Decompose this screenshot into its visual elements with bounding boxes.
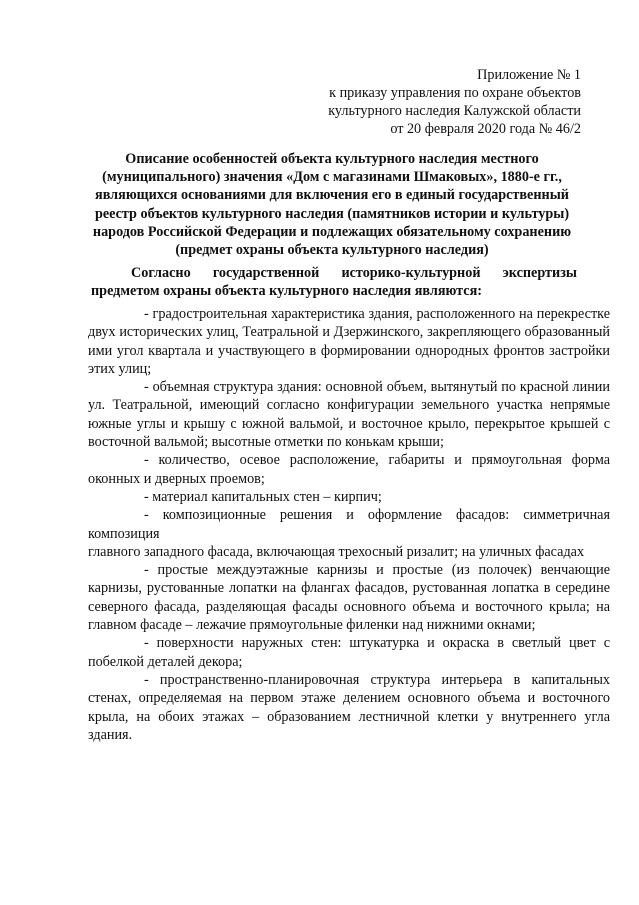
list-item-wall-material: - материал капитальных стен – кирпич; <box>144 488 382 505</box>
appendix-number: Приложение № 1 <box>477 67 581 83</box>
list-item-interior-structure: - пространственно-планировочная структура интерьера в капитальных стенах, определяемая на первом этаже делением основного объема и восточного крыла, на обоих этажах – образованием лестничной клетки у внутреннего угла здания. <box>88 671 610 743</box>
list-item-facade-composition: - композиционные решения и оформление фасадов: симметричная композиция <box>88 507 610 542</box>
list-item-facade-continuation: главного западного фасада, включающая трехосный ризалит; на уличных фасадах <box>88 543 585 560</box>
list-item-cornices: - простые междуэтажные карнизы и простые (из полочек) венчающие карнизы, рустованные лопатки на флангах фасадов, рустованная лопатка в середине северного фасада, разделяющая фасады основного объема и восточного крыла; на главном фасаде – лежачие прямоугольные филенки над нижними окнами; <box>88 562 610 634</box>
intro-word: историко-культурной <box>341 265 481 281</box>
title-line: народов Российской Федерации и подлежащих обязательному сохранению <box>92 223 572 240</box>
title-line: являющихся основаниями для включения его в единый государственный <box>95 187 569 204</box>
appendix-date: от 20 февраля 2020 года № 46/2 <box>390 121 581 137</box>
appendix-authority: культурного наследия Калужской области <box>328 103 581 119</box>
title-line: реестр объектов культурного наследия (памятников истории и культуры) <box>94 205 570 222</box>
list-item-urban-planning: - градостроительная характеристика здания, расположенного на перекрестке двух исторических улиц, Театральной и Дзержинского, закрепляющего образованный ими угол квартала и участвующего в формировании однородных фронтов застройки этих улиц; <box>88 306 610 377</box>
intro-word: государственной <box>212 265 320 281</box>
intro-word: Согласно <box>131 265 191 281</box>
intro-statement <box>91 264 577 300</box>
title-line: (предмет охраны объекта культурного наследия) <box>175 242 489 259</box>
document-title <box>78 150 586 259</box>
appendix-order-ref: к приказу управления по охране объектов <box>329 85 581 101</box>
title-line: Описание особенностей объекта культурного наследия местного <box>125 151 539 167</box>
title-line: (муниципального) значения «Дом с магазинами Шмаковых», 1880-е гг., <box>102 169 562 186</box>
list-item-openings: - количество, осевое расположение, габариты и прямоугольная форма оконных и дверных проемов; <box>88 452 610 487</box>
appendix-header <box>251 66 581 138</box>
intro-line <box>91 264 577 282</box>
list-item-volume-structure: - объемная структура здания: основной объем, вытянутый по красной линии ул. Театральной, имеющий согласно конфигурации земельного участка непрямые южные углы и крышу с южной вальмой, и восточное крыло, перекрытое крышей с восточной вальмой; высотные отметки по конькам крыши; <box>88 379 610 451</box>
protection-items-list <box>88 305 610 744</box>
intro-word: экспертизы <box>502 265 577 281</box>
list-item-wall-surfaces: - поверхности наружных стен: штукатурка и окраска в светлый цвет с побелкой деталей декора; <box>88 635 610 670</box>
intro-line: предметом охраны объекта культурного наследия являются: <box>91 283 482 299</box>
